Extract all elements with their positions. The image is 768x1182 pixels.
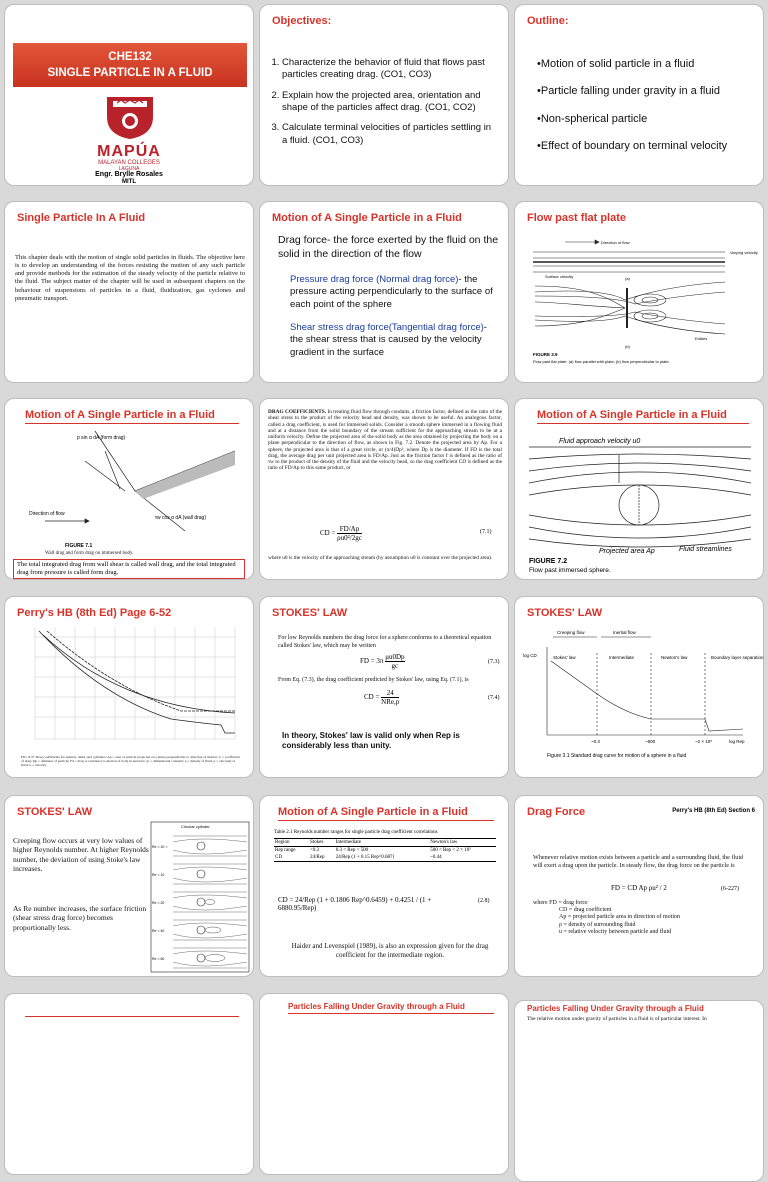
outline-item: •Effect of boundary on terminal velocity — [537, 139, 728, 152]
section-body: In treating fluid flow through conduits, a friction factor, defined as the ratio of the shear stress to the product of the velocity head and density, was shown to be useful. An analogous factor, called a drag coefficient, is used for immersed solids. Consider a smooth sphere immersed in a flowing fluid and at a distance from the solid boundary of the stream sufficient for the approaching stream to be at a uniform velocity. Define the projected area of the solid body as the area obtained by projecting the body on a plane perpendicular to the direction of flow, as shown in Fig. 7.2. Denote the projected area by Ap. For a sphere, the projected area is that of a great circle, or (π/4)Dp², where Dp is the diameter. If FD is the total drag, the average drag per unit projected area is FD/Ap. Just as the friction factor f is defined as the ratio of τw to the product of the density of the fluid and the velocity head, so the drag coefficient CD is defined as the ratio of FD/Ap to this same product, or — [268, 409, 503, 472]
slide-single-particle — [4, 201, 254, 383]
pressure-drag-desc: - the pressure acting perpendicularly to the surface of each point of the sphere — [290, 274, 493, 310]
cylinder-flow-figure — [151, 822, 249, 972]
slide-objectives — [259, 4, 509, 186]
definition-line: where FD = drag force — [533, 900, 588, 906]
objectives-list — [268, 57, 496, 155]
table-cell: Rep range — [275, 848, 296, 853]
slide-title-text: STOKES' LAW — [527, 607, 603, 619]
haider-note: Haider and Levenspiel (1989), is also an expression given for the drag coefficient for the intermediate region. — [291, 942, 489, 960]
x-tick-label: ~0.3 — [591, 739, 600, 744]
perry-drag-chart — [21, 627, 239, 751]
table-cell: 500 < Rep < 2 × 10⁵ — [430, 848, 471, 853]
intro-paragraph: This chapter deals with the motion of single solid particles in fluids. The objective here is to develop an understanding of the forces resisting the motion of any such particle and provide methods for the estimation of the steady velocity of the particle relative to the fluid. The subject matter of the chapter will be used in subsequent chapters on the behaviour of suspensions of particles in a fluid, fluidization, gas cyclones and pneumatic transport. — [15, 254, 245, 302]
reynolds-label: Re = 40 — [152, 929, 165, 933]
falling-text: The relative motion under gravity of particles in a fluid is of particular interest. In — [527, 1016, 707, 1022]
flat-plate-label: Eddies — [695, 336, 708, 341]
inertial-flow-label: Inertial flow — [613, 630, 636, 635]
table-cell: 0.3 < Rep < 500 — [335, 848, 369, 853]
section-heading: DRAG COEFFICIENTS. — [268, 409, 327, 415]
slide-stokes-law-3 — [4, 795, 254, 977]
table-cell: 24/Rep (1 + 0.15 Rep^0.687) — [335, 855, 395, 860]
table-cell: CD — [275, 855, 282, 860]
eq-lhs: CD = — [320, 529, 336, 538]
objective-item: 3. Calculate terminal velocities of particles settling in a fluid. (CO1, CO3) — [282, 122, 496, 147]
eq-denominator: gc — [391, 662, 399, 670]
stokes-validity-note: In theory, Stokes' law is valid only when Rep is considerably less than unity. — [282, 731, 460, 751]
mapua-seal-logo — [101, 93, 159, 141]
x-tick-label: ~2 × 10⁵ — [695, 739, 713, 744]
logo-wordmark: MAPÚA — [97, 143, 161, 160]
drag-curve-caption: Figure 3.1 Standard drag curve for motion of a sphere in a fluid — [547, 753, 687, 759]
table-row — [274, 854, 496, 862]
sphere-figure-number: FIGURE 7.2 — [529, 558, 568, 565]
flat-plate-caption: Flow past flat plate: (a) flow parallel with plate; (b) flow perpendicular to plate. — [533, 359, 670, 364]
region-label: Newton's law — [661, 655, 688, 660]
logo-subtitle: MALAYAN COLLEGES — [98, 160, 160, 166]
flat-plate-label: Surface velocity — [545, 274, 574, 279]
eq-number: (7.1) — [480, 529, 492, 535]
course-topic: SINGLE PARTICLE IN A FLUID — [47, 67, 213, 79]
slide-stokes-law-1 — [259, 596, 509, 778]
slide-title-text: Perry's HB (8th Ed) Page 6-52 — [17, 607, 172, 619]
outline-item: •Particle falling under gravity in a fluid — [537, 85, 720, 98]
eq-number: (2.8) — [478, 898, 490, 904]
flat-plate-label: Direction of flow — [601, 240, 630, 245]
outline-list — [537, 57, 757, 166]
wall-drag-figure — [25, 431, 235, 551]
drag-definition: Drag force- the force exerted by the fluid on the solid in the direction of the flow — [278, 234, 499, 260]
eq-denominator: NRe,p — [381, 698, 400, 706]
flat-plate-figure-number: FIGURE 3.9 — [533, 352, 558, 357]
slide-particles-falling-2 — [514, 1000, 764, 1182]
eq-lhs: FD = 3π — [360, 657, 384, 666]
reynolds-label: Re = 20 — [152, 901, 165, 905]
reynolds-label: Re = 10 — [152, 873, 165, 877]
outline-item: •Motion of solid particle in a fluid — [537, 58, 695, 70]
drag-force-equation: FD = CD Ap ρu² / 2 — [611, 884, 667, 892]
slide-wall-form-drag — [4, 398, 254, 580]
wall-drag-caption: Wall drag and form drag on immersed body. — [45, 551, 134, 556]
table-cell: ~0.44 — [430, 855, 442, 860]
table-header: Region — [275, 840, 290, 845]
slide-reynolds-ranges — [259, 795, 509, 977]
eq-numerator: 24 — [381, 689, 399, 698]
approach-velocity-label: Fluid approach velocity u0 — [559, 438, 641, 445]
table-header: Stokes — [310, 840, 324, 845]
table-header: Newton's law — [430, 840, 458, 845]
sphere-flow-figure — [529, 435, 751, 575]
x-tick-label: ~500 — [645, 739, 656, 744]
stokes-cd-intro: From Eq. (7.3), the drag coefficient predicted by Stokes' law, using Eq. (7.1), is — [278, 677, 469, 683]
table-header: Intermediate — [335, 840, 361, 845]
eq-number: (7.4) — [488, 695, 500, 701]
slide-title-text: Drag Force — [527, 806, 586, 818]
eq-number: (6-227) — [721, 886, 739, 892]
projected-area-label: Projected area Ap — [599, 548, 655, 555]
flow-direction-label: Direction of flow — [29, 511, 65, 517]
slide-perry-chart — [4, 596, 254, 778]
reynolds-label: Re = 60 — [152, 957, 165, 961]
flat-plate-label: (b) — [625, 344, 630, 349]
pressure-drag-def — [290, 274, 500, 311]
definition-line: ρ = density of surrounding fluid — [559, 921, 636, 928]
eq-numerator: FD/Ap — [337, 525, 362, 534]
sphere-caption: Flow past immersed sphere. — [529, 567, 611, 574]
perry-chart-caption: FIG. 6-57 Drag coefficients for spheres, disks, and cylinders: Ap = area of particle projected on a plane perpendicular to direction of motion; C = coefficient of drag; Dp = diameter of particle; Fd = drag or resistance to motion of body in newtons; gc = dimensional constant; ρ = density of fluid; μ = viscosity of fluid; u = velocity. — [21, 755, 240, 768]
pressure-drag-term: Pressure drag force (Normal drag force) — [290, 274, 459, 285]
streamlines-label: Fluid streamlines — [679, 546, 732, 553]
definition-line: u = relative velocity between particle and fluid — [559, 928, 672, 935]
perry-reference: Perry's HB (8th Ed) Section 6 — [672, 808, 755, 814]
region-label: Boundary layer separation — [711, 655, 764, 660]
drag-coefficient-text — [268, 409, 502, 472]
stokes-cd-equation — [364, 689, 399, 706]
wall-drag-figure-number: FIGURE 7.1 — [65, 543, 93, 549]
stokes-intro: For low Reynolds numbers the drag force for a sphere conforms to a theoretical equation called Stokes' law, which may be written — [278, 635, 492, 649]
definition-line: Ap = projected particle area in direction of motion — [559, 914, 681, 921]
slide-title — [4, 4, 254, 186]
slide-title-text: STOKES' LAW — [272, 607, 348, 619]
variable-definitions — [533, 900, 753, 936]
eq-lhs: CD = — [364, 693, 380, 702]
slide-title-text: STOKES' LAW — [17, 806, 93, 818]
slide-title-text: Flow past flat plate — [527, 212, 627, 224]
slide-drag-force — [514, 795, 764, 977]
shear-drag-def — [290, 322, 500, 359]
form-drag-label: p sin α dA (form drag) — [77, 435, 126, 441]
eq-number: (7.3) — [488, 659, 500, 665]
slide-outline — [514, 4, 764, 186]
cylinder-figure-title: Circular cylinder — [181, 824, 210, 829]
logo-subtitle-2: LAGUNA — [118, 166, 140, 172]
region-label: Intermediate — [609, 655, 635, 660]
author-affiliation: MITL — [122, 179, 136, 185]
slide-title-text: Motion of A Single Particle in a Fluid — [25, 409, 239, 424]
table-row — [274, 847, 496, 855]
drag-force-text: Whenever relative motion exists between a particle and a surrounding fluid, the fluid will exert a drag upon the particle. In steady flow, the drag force on the particle is — [533, 854, 744, 870]
table-cell: <0.3 — [310, 848, 320, 853]
shear-drag-term: Shear stress drag force(Tangential drag force) — [290, 322, 484, 333]
slide-drag-coefficients — [259, 398, 509, 580]
title-banner — [13, 43, 247, 87]
creeping-flow-text: Creeping flow occurs at very low values of higher Reynolds number. At higher Reynolds number, the deviation of using Stoke's law increases. — [13, 836, 149, 874]
title-underline — [25, 1016, 239, 1017]
haider-equation: CD = 24/Rep (1 + 0.1806 Rep^0.6459) + 0.4251 / (1 + 6880.95/Rep) — [278, 896, 432, 912]
eq-numerator: μu0Dp — [385, 653, 405, 661]
standard-drag-curve — [523, 627, 764, 767]
slide-flow-past-sphere — [514, 398, 764, 580]
slide-title-text: Motion of A Single Particle in a Fluid — [272, 212, 462, 224]
reynolds-label: Re = 10⁻² — [152, 845, 168, 849]
table-title: Table 2.1 Reynolds number ranges for single particle drag coefficient correlations — [274, 830, 438, 835]
flat-plate-label: (a) — [625, 276, 630, 281]
slide-title-text: Single Particle In A Fluid — [17, 212, 146, 224]
slide-title-text: Particles Falling Under Gravity through a Fluid — [288, 1002, 494, 1014]
objective-item: 2. Explain how the projected area, orientation and shape of the particles affect drag. (CO1, CO2) — [282, 90, 496, 115]
flat-plate-figure — [525, 236, 758, 366]
slide-partial — [4, 993, 254, 1175]
wall-drag-label: τw cos α dA (wall drag) — [155, 515, 206, 521]
slide-stokes-law-2 — [514, 596, 764, 778]
author-name: Engr. Brylle Rosales — [95, 171, 163, 178]
objective-item: 1. Characterize the behavior of fluid that flows past particles creating drag. (CO1, CO3) — [282, 57, 496, 82]
slide-title-text: Motion of A Single Particle in a Fluid — [278, 806, 494, 821]
shear-drag-desc: - the shear stress that is caused by the velocity gradient in the surface — [290, 322, 487, 358]
table-cell: 24/Rep — [310, 855, 325, 860]
drag-coefficient-equation — [320, 525, 362, 542]
slide-particles-falling-1 — [259, 993, 509, 1175]
eq-denominator: ρu0²/2gc — [337, 534, 362, 542]
reynolds-table — [274, 838, 496, 862]
slide-title-text: Particles Falling Under Gravity through a Fluid — [527, 1004, 704, 1013]
slide-title-text: Motion of A Single Particle in a Fluid — [537, 409, 749, 424]
equation-note: where u0 is the velocity of the approaching stream (by assumption u0 is constant over the projected area). — [268, 555, 493, 561]
slide-flat-plate — [514, 201, 764, 383]
drag-definition-box: The total integrated drag from wall shear is called wall drag, and the total integrated drag from pressure is called form drag. — [13, 559, 245, 579]
slide-drag-force-def — [259, 201, 509, 383]
y-axis-label: log CD — [523, 653, 537, 658]
region-label: Stokes' law — [553, 655, 576, 660]
x-axis-label: log Rep — [729, 739, 745, 744]
outline-item: •Non-spherical particle — [537, 112, 648, 125]
slide-title-text: Outline: — [527, 15, 569, 27]
course-code: CHE132 — [108, 51, 152, 63]
flat-plate-label: Varying velocity — [730, 250, 758, 255]
surface-friction-text: As Re number increases, the surface friction (shear stress drag force) becomes proportionally less. — [13, 904, 147, 932]
creeping-flow-label: Creeping flow — [557, 630, 585, 635]
definition-line: CD = drag coefficient — [559, 907, 612, 914]
slide-title-text: Objectives: — [272, 15, 332, 27]
stokes-force-equation — [360, 653, 405, 670]
